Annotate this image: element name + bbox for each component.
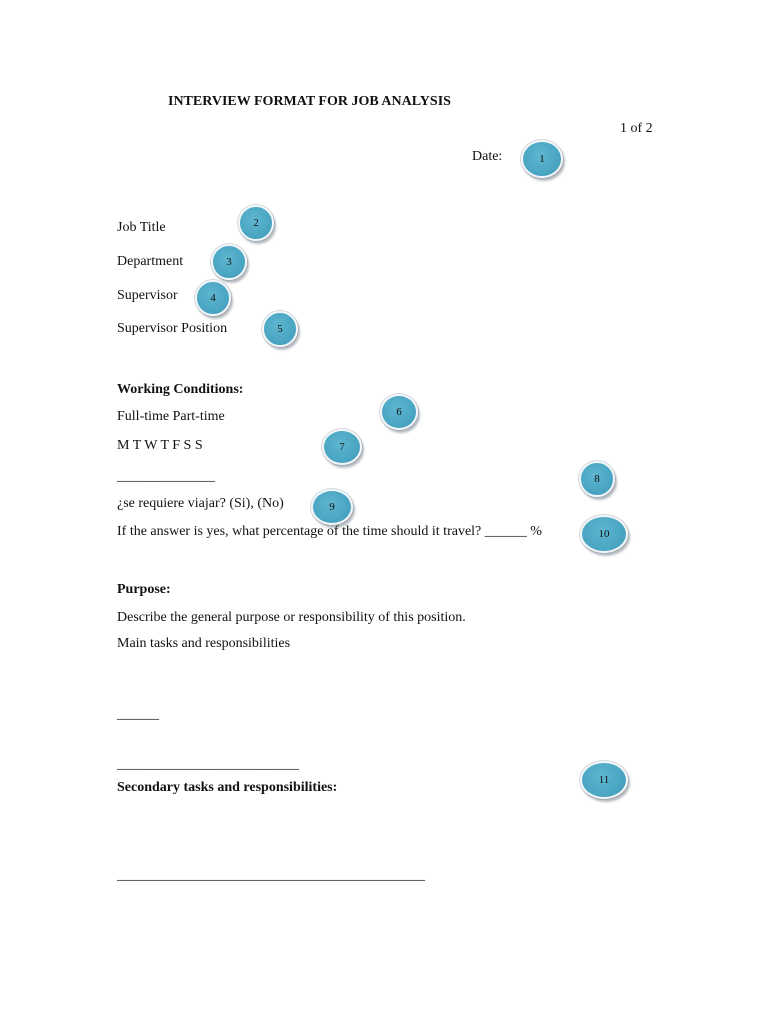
marker-1: 1 (521, 140, 563, 178)
schedule-type: Full-time Part-time (117, 409, 225, 424)
supervisor-position-label: Supervisor Position (117, 321, 228, 336)
marker-3: 3 (211, 244, 247, 280)
travel-question: ¿se requiere viajar? (Si), (No) (117, 496, 284, 511)
marker-9: 9 (311, 489, 353, 525)
secondary-tasks-heading: Secondary tasks and responsibilities: (117, 780, 338, 795)
job-title-label: Job Title (117, 220, 166, 235)
marker-7: 7 (322, 429, 362, 465)
working-conditions-heading: Working Conditions: (117, 382, 244, 397)
date-label: Date: (472, 149, 503, 164)
main-tasks-label: Main tasks and responsibilities (117, 636, 291, 651)
marker-6: 6 (380, 394, 418, 430)
marker-8: 8 (579, 461, 615, 497)
marker-11: 11 (580, 761, 628, 799)
long-blank-line: ____________________________________________ (117, 868, 425, 883)
marker-5: 5 (262, 311, 298, 347)
short-blank-line: ______ (117, 707, 159, 722)
purpose-description: Describe the general purpose or responsibility of this position. (117, 610, 466, 625)
medium-blank-line: __________________________ (117, 757, 299, 772)
department-label: Department (117, 254, 184, 269)
blank-line: ______________ (117, 469, 215, 484)
page-title: INTERVIEW FORMAT FOR JOB ANALYSIS (168, 94, 451, 109)
page-indicator: 1 of 2 (620, 121, 653, 136)
supervisor-label: Supervisor (117, 288, 178, 303)
marker-2: 2 (238, 205, 274, 241)
travel-percentage: If the answer is yes, what percentage of the time should it travel? ______ % (117, 524, 542, 539)
days-of-week: M T W T F S S (117, 438, 203, 453)
marker-10: 10 (580, 515, 628, 553)
purpose-heading: Purpose: (117, 582, 171, 597)
marker-4: 4 (195, 280, 231, 316)
